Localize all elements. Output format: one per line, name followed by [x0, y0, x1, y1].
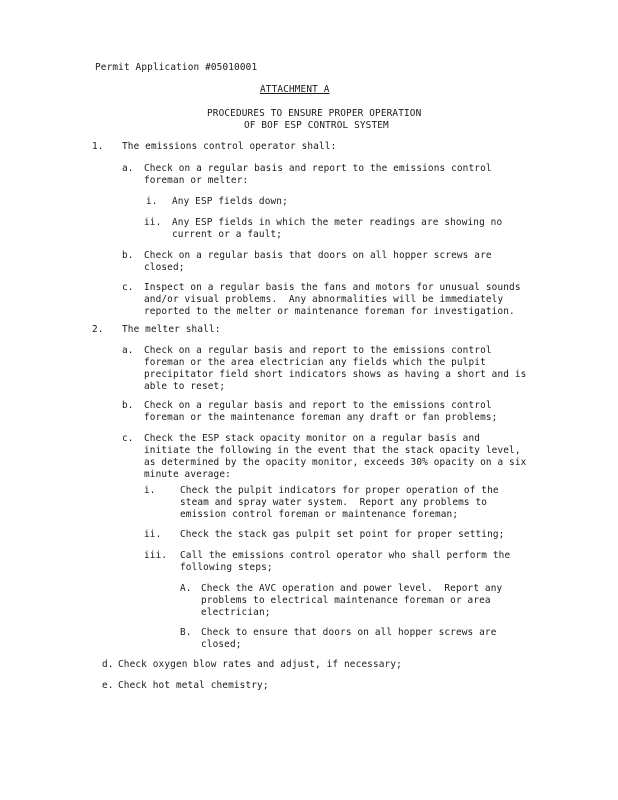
- item-1a-ii-line-2: current or a fault;: [172, 229, 283, 240]
- item-2a-line-4: able to reset;: [144, 381, 226, 392]
- item-2d-label: d.: [102, 659, 114, 670]
- item-2c-ii-line-1: Check the stack gas pulpit set point for proper setting;: [180, 529, 505, 540]
- item-2a-line-1: Check on a regular basis and report to the emissions control: [144, 345, 492, 356]
- item-1c-line-3: reported to the melter or maintenance foreman for investigation.: [144, 306, 515, 317]
- item-1a-i-text: Any ESP fields down;: [172, 196, 288, 207]
- item-2c-i-line-1: Check the pulpit indicators for proper operation of the: [180, 485, 499, 496]
- item-2c-line-1: Check the ESP stack opacity monitor on a regular basis and: [144, 433, 481, 444]
- section-2-heading: The melter shall:: [122, 324, 221, 335]
- item-2a-line-3: precipitator field short indicators shows as having a short and is: [144, 369, 527, 380]
- item-1b-line-1: Check on a regular basis that doors on all hopper screws are: [144, 250, 492, 261]
- item-2c-line-4: minute average:: [144, 469, 231, 480]
- item-2c-i-line-3: emission control foreman or maintenance foreman;: [180, 509, 459, 520]
- item-1a-i-label: i.: [146, 196, 158, 207]
- item-1b-line-2: closed;: [144, 262, 185, 273]
- item-2c-line-3: as determined by the opacity monitor, exceeds 30% opacity on a six: [144, 457, 527, 468]
- item-2c-line-2: initiate the following in the event that the stack opacity level,: [144, 445, 521, 456]
- item-2e-text: Check hot metal chemistry;: [118, 680, 269, 691]
- item-2c-iii-B-label: B.: [180, 627, 192, 638]
- item-2b-line-2: foreman or the maintenance foreman any draft or fan problems;: [144, 412, 498, 423]
- item-1b-label: b.: [122, 250, 134, 261]
- item-2c-iii-A-line-1: Check the AVC operation and power level. Report any: [201, 583, 503, 594]
- item-2c-iii-A-label: A.: [180, 583, 192, 594]
- item-2c-iii-line-2: following steps;: [180, 562, 273, 573]
- item-2c-ii-label: ii.: [144, 529, 162, 540]
- item-2b-label: b.: [122, 400, 134, 411]
- item-2a-line-2: foreman or the area electrician any fields which the pulpit: [144, 357, 486, 368]
- title-line-2: OF BOF ESP CONTROL SYSTEM: [244, 120, 389, 131]
- item-2c-iii-line-1: Call the emissions control operator who shall perform the: [180, 550, 511, 561]
- section-2-number: 2.: [92, 324, 104, 335]
- item-1a-ii-label: ii.: [144, 217, 162, 228]
- item-2c-iii-A-line-2: problems to electrical maintenance foreman or area: [201, 595, 491, 606]
- item-1a-line-1: Check on a regular basis and report to the emissions control: [144, 163, 492, 174]
- item-2b-line-1: Check on a regular basis and report to the emissions control: [144, 400, 492, 411]
- item-1c-label: c.: [122, 282, 134, 293]
- item-2c-i-label: i.: [144, 485, 156, 496]
- permit-number: Permit Application #05010001: [95, 62, 258, 73]
- item-2c-iii-A-line-3: electrician;: [201, 607, 271, 618]
- section-1-number: 1.: [92, 141, 104, 152]
- item-1c-line-1: Inspect on a regular basis the fans and motors for unusual sounds: [144, 282, 521, 293]
- item-2e-label: e.: [102, 680, 114, 691]
- item-1a-line-2: foreman or melter:: [144, 175, 249, 186]
- item-2d-text: Check oxygen blow rates and adjust, if necessary;: [118, 659, 402, 670]
- item-2c-iii-label: iii.: [144, 550, 168, 561]
- item-2c-iii-B-line-1: Check to ensure that doors on all hopper screws are: [201, 627, 497, 638]
- attachment-label: ATTACHMENT A: [260, 84, 330, 95]
- item-2c-iii-B-line-2: closed;: [201, 639, 242, 650]
- title-line-1: PROCEDURES TO ENSURE PROPER OPERATION: [207, 108, 422, 119]
- section-1-heading: The emissions control operator shall:: [122, 141, 337, 152]
- item-2c-i-line-2: steam and spray water system. Report any problems to: [180, 497, 488, 508]
- item-2a-label: a.: [122, 345, 134, 356]
- item-1a-label: a.: [122, 163, 134, 174]
- item-1a-ii-line-1: Any ESP fields in which the meter readings are showing no: [172, 217, 503, 228]
- item-1c-line-2: and/or visual problems. Any abnormalities will be immediately: [144, 294, 504, 305]
- item-2c-label: c.: [122, 433, 134, 444]
